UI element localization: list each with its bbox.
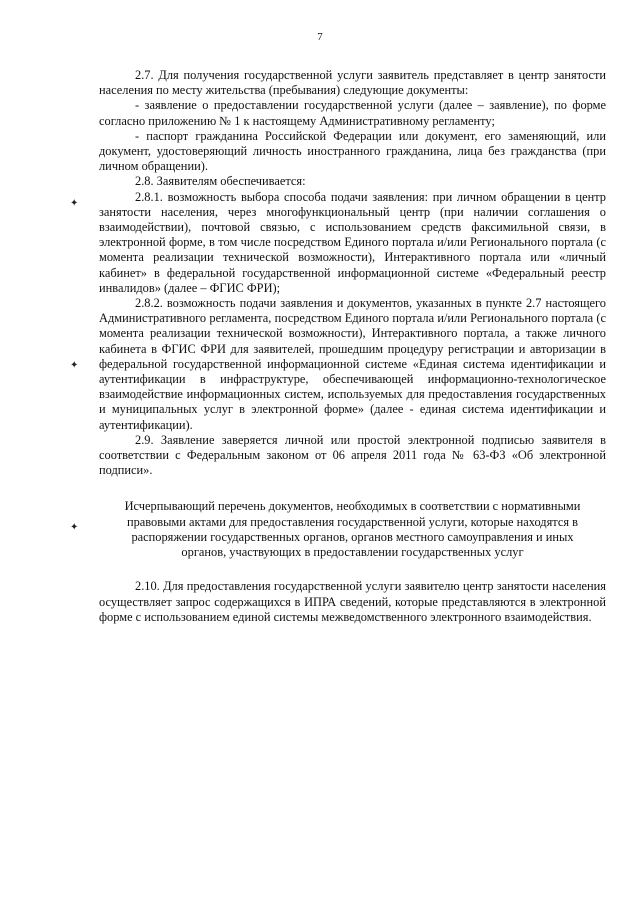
margin-mark-icon: ✦ — [70, 522, 79, 533]
paragraph-2-7: 2.7. Для получения государственной услуги заявитель представляет в центр занятости населения по месту жительства (пребывания) следующие документы: — [99, 68, 606, 98]
page-number: 7 — [317, 31, 323, 43]
paragraph-2-8-1: 2.8.1. возможность выбора способа подачи заявления: при личном обращении в центр занятости населения, через многофункциональный центр (при наличии соглашения о взаимодействии), почтовой связью, с использованием средств факсимильной связи, в электронной форме, в том числе посредством Единого портала и/или Регионального портала (с момента реализации технической возможности), Интерактивного портала или «личный кабинет» в федеральной государственной информационной системе «Федеральный реестр инвалидов» (далее – ФГИС ФРИ); — [99, 189, 606, 295]
paragraph-2-9: 2.9. Заявление заверяется личной или простой электронной подписью заявителя в соответствии с Федеральным законом от 06 апреля 2011 года № 63-ФЗ «Об электронной подписи». — [99, 432, 606, 478]
list-item-passport: - паспорт гражданина Российской Федерации или документ, его заменяющий, или документ, удостоверяющий личность иностранного гражданина, лица без гражданства (при личном обращении). — [99, 128, 606, 174]
paragraph-2-8-2: 2.8.2. возможность подачи заявления и документов, указанных в пункте 2.7 настоящего Административного регламента, посредством Единого портала и/или Регионального портала (с момента реализации технической возможности), Интерактивного портала, а также личного кабинета в ФГИС ФРИ для заявителей, прошедшим процедуру регистрации и авторизации в федеральной государственной информационной системе «Единая система идентификации и аутентификации в инфраструктуре, обеспечивающей информационно-технологическое взаимодействие информационных систем, используемых для предоставления государственных и муниципальных услуг в электронной форме» (далее - единая система идентификации и аутентификации). — [99, 296, 606, 432]
paragraph-2-8: 2.8. Заявителям обеспечивается: — [135, 174, 306, 189]
margin-mark-icon: ✦ — [70, 198, 79, 209]
margin-mark-icon: ✦ — [70, 360, 79, 371]
section-heading: Исчерпывающий перечень документов, необходимых в соответствии с нормативными правовыми актами для предоставления государственной услуги, которые находятся в распоряжении государственных органов, органов местного самоуправления и иных органов, участвующих в предоставлении государственных услуг — [124, 499, 581, 560]
document-body — [99, 68, 606, 625]
list-item-application: - заявление о предоставлении государственной услуги (далее – заявление), по форме согласно приложению № 1 к настоящему Административному регламенту; — [99, 98, 606, 128]
paragraph-2-10: 2.10. Для предоставления государственной услуги заявителю центр занятости населения осуществляет запрос содержащихся в ИПРА сведений, которые представляются в электронной форме с использованием единой системы межведомственного электронного взаимодействия. — [99, 579, 606, 624]
